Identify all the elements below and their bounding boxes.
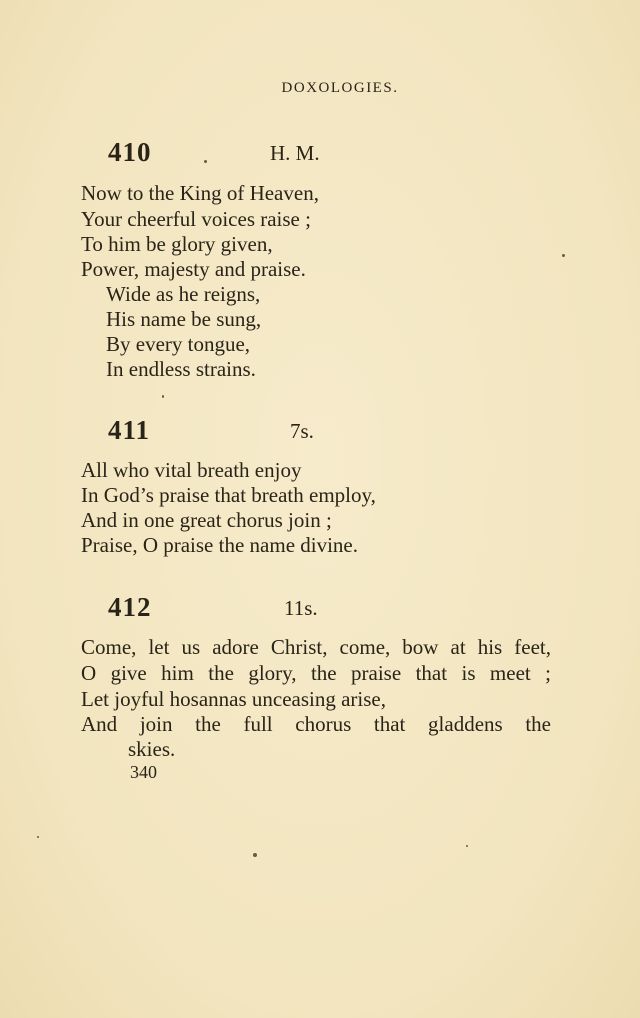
hymn-410-line-1: Now to the King of Heaven,: [81, 181, 319, 205]
paper-speck: [562, 254, 565, 257]
paper-speck: [253, 853, 257, 857]
hymn-410-heading: [108, 137, 508, 167]
paper-speck: [204, 160, 207, 163]
hymn-410-line-2: Your cheerful voices raise ;: [81, 207, 311, 231]
hymn-412-line-5: skies.: [128, 737, 176, 761]
hymn-410-line-4: Power, majesty and praise.: [81, 257, 306, 281]
hymn-412-line-2: O give him the glory, the praise that is meet ;: [81, 661, 551, 685]
hymn-number: 410: [108, 137, 152, 167]
hymn-412-line-1: Come, let us adore Christ, come, bow at his feet,: [81, 635, 551, 659]
hymn-meter: 11s.: [284, 596, 318, 620]
hymn-411-heading: [108, 415, 508, 445]
hymn-410-line-8: In endless strains.: [106, 357, 256, 381]
hymn-410-line-5: Wide as he reigns,: [106, 282, 261, 306]
hymn-410-line-6: His name be sung,: [106, 307, 262, 331]
hymn-412-line-4: And join the full chorus that gladdens the: [81, 712, 551, 736]
running-head: DOXOLOGIES.: [281, 80, 399, 96]
hymn-412-heading: [108, 592, 508, 622]
page-number: 340: [130, 762, 157, 782]
hymn-410-line-3: To him be glory given,: [81, 232, 273, 256]
paper-speck: [162, 395, 164, 398]
hymn-410-line-7: By every tongue,: [106, 332, 251, 356]
hymn-411-line-2: In God’s praise that breath employ,: [81, 483, 376, 507]
hymn-411-line-1: All who vital breath enjoy: [81, 458, 302, 482]
hymn-411-line-3: And in one great chorus join ;: [81, 508, 332, 532]
hymn-412-line-3: Let joyful hosannas unceasing arise,: [81, 687, 386, 711]
hymn-number: 412: [108, 592, 152, 622]
paper-speck: [37, 836, 39, 838]
hymn-411-line-4: Praise, O praise the name divine.: [81, 533, 358, 557]
hymn-meter: H. M.: [270, 141, 320, 165]
hymn-meter: 7s.: [290, 419, 314, 443]
hymn-number: 411: [108, 415, 151, 445]
paper-speck: [466, 845, 468, 847]
